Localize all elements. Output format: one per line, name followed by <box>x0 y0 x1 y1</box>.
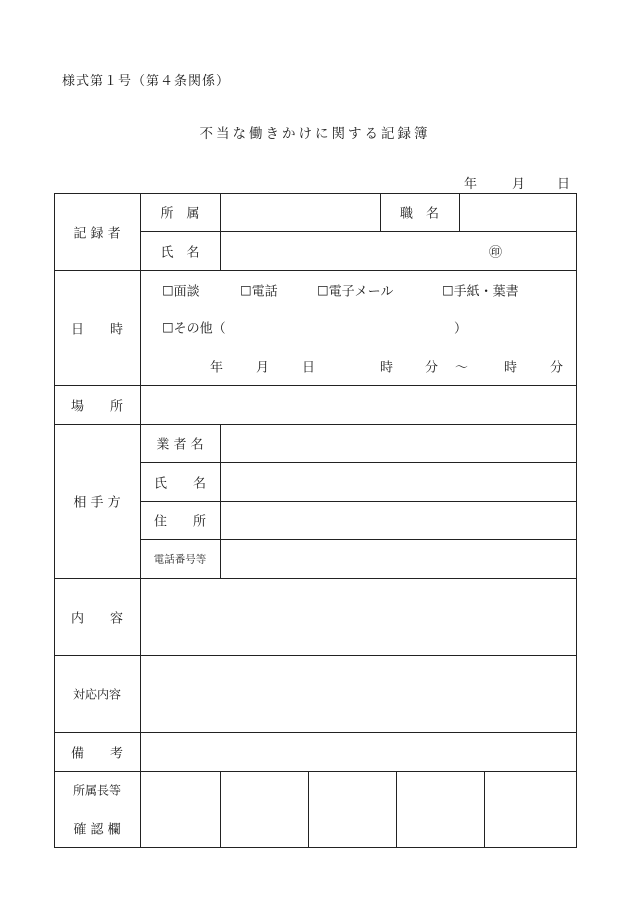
confirmation-label-line1: 所属長等 <box>72 783 121 798</box>
time-month-label: 月 <box>256 360 270 376</box>
table-border-right <box>576 193 577 848</box>
time-end-hour-label: 時 <box>504 360 518 376</box>
address-label: 住 所 <box>153 514 206 530</box>
time-hour-label: 時 <box>380 360 394 376</box>
option-email-checkbox[interactable]: ☐電子メール <box>317 284 394 300</box>
counterpart-section-label: 相 手 方 <box>73 495 121 511</box>
column-divider <box>396 771 397 848</box>
confirmation-label-line2: 確 認 欄 <box>73 822 121 838</box>
position-label: 職 名 <box>399 206 439 222</box>
row-divider <box>54 732 577 733</box>
time-range-tilde: 〜 <box>455 360 469 376</box>
date-year-label: 年 <box>464 177 478 192</box>
datetime-section-label: 日 時 <box>70 322 123 338</box>
time-year-label: 年 <box>210 360 224 376</box>
column-divider <box>220 424 221 579</box>
content-label: 内 容 <box>70 611 123 627</box>
other-close-paren: ） <box>454 321 468 337</box>
counterpart-name-label: 氏 名 <box>153 476 206 492</box>
row-divider <box>140 539 577 540</box>
option-other-checkbox[interactable]: ☐その他（ <box>162 321 226 337</box>
column-divider <box>484 771 485 848</box>
row-divider <box>54 424 577 425</box>
date-month-label: 月 <box>512 177 526 192</box>
time-end-minute-label: 分 <box>550 360 564 376</box>
recorder-section-label: 記 録 者 <box>73 226 121 242</box>
place-label: 場 所 <box>70 399 123 415</box>
option-phone-checkbox[interactable]: ☐電話 <box>240 284 278 300</box>
time-minute-label: 分 <box>425 360 439 376</box>
row-divider <box>54 578 577 579</box>
date-day-label: 日 <box>557 177 571 192</box>
row-divider <box>54 771 577 772</box>
table-border-bottom <box>54 847 577 848</box>
document-title: 不当な働きかけに関する記録簿 <box>199 126 431 142</box>
row-divider <box>54 270 577 271</box>
option-meeting-checkbox[interactable]: ☐面談 <box>162 284 200 300</box>
company-name-label: 業 者 名 <box>156 437 204 453</box>
row-divider <box>140 462 577 463</box>
column-divider <box>220 771 221 848</box>
affiliation-label: 所 属 <box>160 206 200 222</box>
row-divider <box>54 385 577 386</box>
column-divider <box>220 193 221 271</box>
response-label: 対応内容 <box>72 687 121 702</box>
recorder-name-label: 氏 名 <box>160 245 200 261</box>
row-divider <box>140 501 577 502</box>
time-day-label: 日 <box>302 360 316 376</box>
seal-mark: ㊞ <box>489 245 503 261</box>
option-letter-checkbox[interactable]: ☐手紙・葉書 <box>442 284 519 300</box>
row-divider <box>140 231 577 232</box>
remarks-label: 備 考 <box>70 746 123 762</box>
column-divider <box>308 771 309 848</box>
phone-label: 電話番号等 <box>153 553 207 566</box>
table-border-top <box>54 193 577 194</box>
column-divider <box>459 193 460 232</box>
form-number: 様式第１号（第４条関係） <box>62 74 231 89</box>
row-divider <box>54 655 577 656</box>
